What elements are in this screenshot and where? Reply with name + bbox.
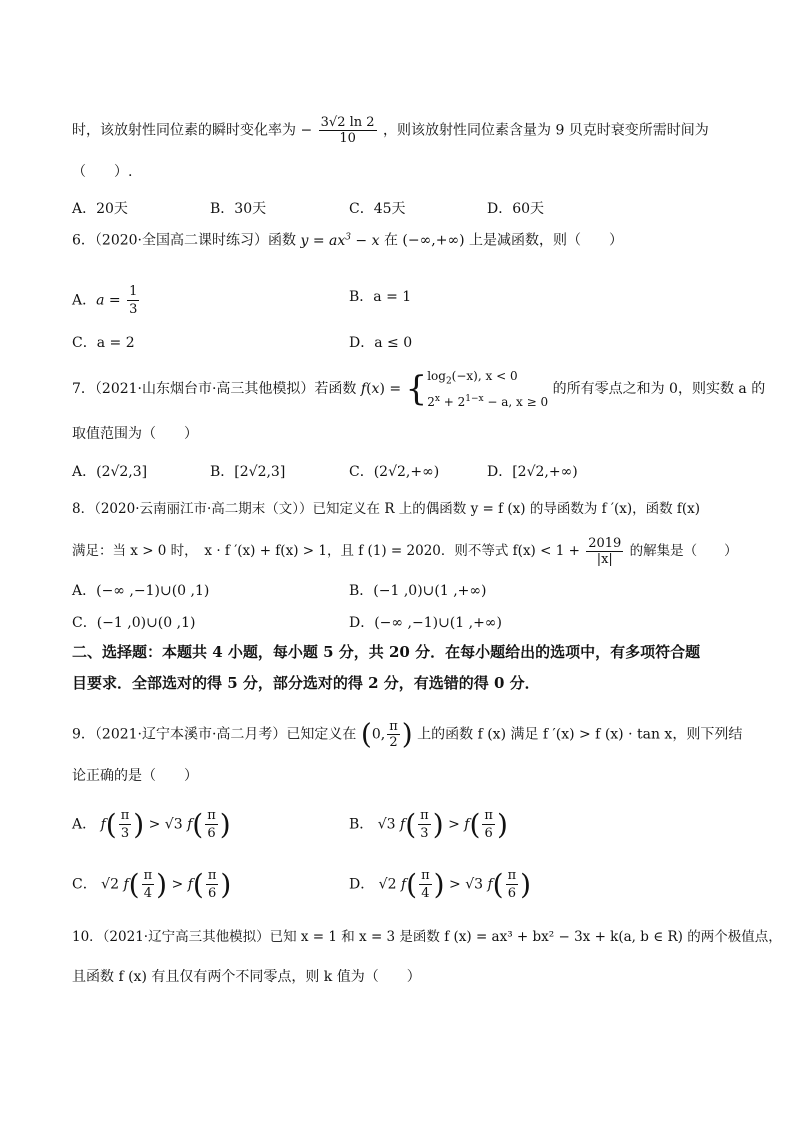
q8-option-d: D．(−∞ ,−1)∪(1 ,+∞) bbox=[349, 615, 502, 631]
section2-line1: 二、选择题：本题共 4 小题，每小题 5 分，共 20 分．在每小题给出的选项中，有多项符合题 bbox=[72, 643, 701, 661]
q8-option-b: B．(−1 ,0)∪(1 ,+∞) bbox=[349, 583, 487, 599]
q5-fraction bbox=[319, 116, 377, 145]
q7-option-d: D．[2√2,+∞) bbox=[487, 464, 578, 480]
q5-option-b: B．30天 bbox=[210, 201, 267, 217]
q7-option-a: A．(2√2,3] bbox=[72, 464, 148, 480]
q5-stem-line bbox=[72, 116, 709, 145]
q7-cases: $\log_2(-x)$, x < 0 $2^x + 2^{1-x} - a$, x ≥ 0 bbox=[427, 369, 549, 410]
q7-line2: 取值范围为（ ） bbox=[72, 426, 198, 442]
q5-option-d: D．60天 bbox=[487, 201, 545, 217]
q5-fraction-den: 10 bbox=[339, 131, 356, 146]
q9-option-c: C． √2 f( $\frac{\pi}{4}$ ) > f( $\frac{\pi}{6}$ ) bbox=[72, 868, 232, 901]
q7-brace: { bbox=[405, 369, 428, 410]
q6-option-d: D．a ≤ 0 bbox=[349, 335, 413, 351]
q7-stem-post: 的所有零点之和为 0，则实数 a 的 bbox=[552, 381, 766, 398]
q8-option-a: A．(−∞ ,−1)∪(0 ,1) bbox=[72, 583, 210, 599]
q7-stem-pre: 7．（2021·山东烟台市·高三其他模拟）若函数 bbox=[72, 381, 357, 398]
q5-paren: （ ）. bbox=[72, 164, 133, 180]
q8-line2 bbox=[72, 537, 738, 566]
q7-stem: 7．（2021·山东烟台市·高三其他模拟）若函数 $f(x) = \{\log_2(-x)$, x < 0 $2^x + 2^{1-x} - a$, x ≥ 0 的所有零点之和为 0，则实数 a 的 bbox=[72, 369, 766, 410]
q5-fraction-num: 3√2 ln 2 bbox=[320, 115, 375, 130]
q5-option-a: A．20天 bbox=[72, 201, 128, 217]
q5-minus: − bbox=[300, 122, 313, 139]
q7-option-c: C．(2√2,+∞) bbox=[349, 464, 440, 480]
q8-line2-post: 的解集是（ ） bbox=[629, 543, 738, 559]
q7-option-b: B．[2√2,3] bbox=[210, 464, 286, 480]
q8-line2-pre: 满足：当 x > 0 时， x · f ′(x) + f(x) > 1，且 f (1) = 2020．则不等式 f(x) < 1 + bbox=[72, 543, 580, 559]
q9-option-a: A． f( $\frac{\pi}{3}$ ) > √3 f( $\frac{\pi}{6}$ ) bbox=[72, 808, 231, 841]
q6-option-b: B．a = 1 bbox=[349, 289, 412, 305]
q5-stem-a: 时，该放射性同位素的瞬时变化率为 bbox=[72, 122, 296, 139]
q9-line2: 论正确的是（ ） bbox=[72, 768, 198, 784]
q6-stem: 6．（2020·全国高二课时练习）函数 $y = ax^3 - x$ 在 (−∞,+∞) 上是减函数，则（ ） bbox=[72, 232, 624, 249]
section2-line2: 目要求．全部选对的得 5 分，部分选对的得 2 分，有选错的得 0 分． bbox=[72, 674, 540, 692]
q10-stem: 10．（2021·辽宁高三其他模拟）已知 x = 1 和 x = 3 是函数 f (x) = ax³ + bx² − 3x + k(a, b ∈ R) 的两个极值点， bbox=[72, 929, 782, 945]
q9-option-d: D． √2 f( $\frac{\pi}{4}$ ) > √3 f( $\frac{\pi}{6}$ ) bbox=[349, 868, 532, 901]
q5-option-c: C．45天 bbox=[349, 201, 406, 217]
q9-stem-post: 上的函数 f (x) 满足 f ′(x) > f (x) · tan x，则下列结 bbox=[417, 726, 743, 743]
q8-fraction-num: 2019 bbox=[588, 536, 622, 551]
q10-line2: 且函数 f (x) 有且仅有两个不同零点，则 k 值为（ ） bbox=[72, 969, 421, 985]
q6-stem-pre: 6．（2020·全国高二课时练习）函数 bbox=[72, 232, 296, 249]
q9-stem: 9．（2021·辽宁本溪市·高二月考）已知定义在 (0, $\frac{\pi}{2}$ ) 上的函数 f (x) 满足 f ′(x) > f (x) · tan x，则下列结 bbox=[72, 717, 743, 751]
q6-option-c: C．a = 2 bbox=[72, 335, 135, 351]
q6-stem-post: 上是减函数，则（ ） bbox=[469, 232, 624, 249]
q5-stem-b: ，则该放射性同位素含量为 9 贝克时衰变所需时间为 bbox=[383, 122, 709, 139]
q6-function: $y = ax^3 - x$ bbox=[300, 232, 380, 249]
q8-stem: 8．（2020·云南丽江市·高二期末（文））已知定义在 R 上的偶函数 y = f (x) 的导函数为 f ′(x)，函数 f(x) bbox=[72, 501, 701, 517]
q9-option-b: B． √3 f( $\frac{\pi}{3}$ ) > f( $\frac{\pi}{6}$ ) bbox=[349, 808, 508, 841]
q6-option-a: A．a = $\frac{1}{3}$ bbox=[72, 284, 138, 317]
q8-fraction-den: |x| bbox=[596, 552, 613, 567]
q6-interval: (−∞,+∞) bbox=[402, 232, 465, 249]
q9-stem-pre: 9．（2021·辽宁本溪市·高二月考）已知定义在 bbox=[72, 726, 357, 743]
q8-fraction bbox=[586, 537, 623, 566]
q8-option-c: C．(−1 ,0)∪(0 ,1) bbox=[72, 615, 196, 631]
